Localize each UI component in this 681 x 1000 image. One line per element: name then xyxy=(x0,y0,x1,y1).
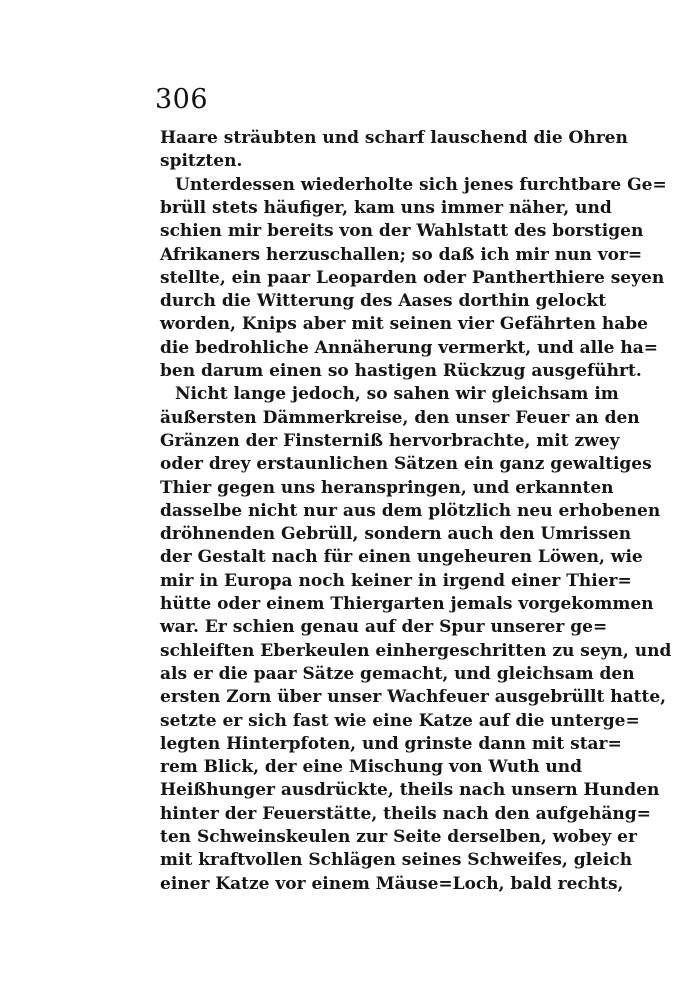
text-line: ersten Zorn über unser Wachfeuer ausgebrüllt hatte, xyxy=(160,687,667,708)
text-line: äußersten Dämmerkreise, den unser Feuer an den xyxy=(160,407,640,428)
text-line: rem Blick, der eine Mischung von Wuth und xyxy=(160,757,582,778)
text-line: oder drey erstaunlichen Sätzen ein ganz gewaltiges xyxy=(160,454,652,475)
text-line: Afrikaners herzuschallen; so daß ich mir nun vor= xyxy=(160,244,643,265)
text-line: Nicht lange jedoch, so sahen wir gleichsam im xyxy=(175,384,619,405)
text-line: Unterdessen wiederholte sich jenes furchtbare Ge= xyxy=(175,174,667,195)
text-line: schleiften Eberkeulen einhergeschritten zu seyn, und xyxy=(160,640,672,661)
text-line: war. Er schien genau auf der Spur unserer ge= xyxy=(160,617,608,638)
text-line: ten Schweinskeulen zur Seite derselben, wobey er xyxy=(160,827,637,847)
text-line: stellte, ein paar Leoparden oder Pantherthiere seyen xyxy=(160,267,665,288)
text-line: Thier gegen uns heranspringen, und erkannten xyxy=(160,477,614,498)
text-line: der Gestalt nach für einen ungeheuren Löwen, wie xyxy=(160,547,643,568)
text-line: worden, Knips aber mit seinen vier Gefährten habe xyxy=(160,314,648,335)
text-line: einer Katze vor einem Mäuse=Loch, bald rechts, xyxy=(160,873,624,894)
page-number: 306 xyxy=(155,84,209,115)
text-line: brüll stets häufiger, kam uns immer näher, und xyxy=(160,197,612,218)
text-line: legten Hinterpfoten, und grinste dann mit star= xyxy=(160,733,622,754)
text-line: spitzten. xyxy=(160,151,243,172)
text-line: als er die paar Sätze gemacht, und gleichsam den xyxy=(160,663,635,684)
text-line: ben darum einen so hastigen Rückzug ausgeführt. xyxy=(160,361,642,381)
text-line: die bedrohliche Annäherung vermerkt, und alle ha= xyxy=(160,337,658,358)
text-line: hinter der Feuerstätte, theils nach den aufgehäng= xyxy=(160,803,651,824)
text-line: Heißhunger ausdrückte, theils nach unsern Hunden xyxy=(160,780,660,801)
text-line: hütte oder einem Thiergarten jemals vorgekommen xyxy=(160,594,654,614)
text-line: setzte er sich fast wie eine Katze auf die unterge= xyxy=(160,710,640,731)
text-line: schien mir bereits von der Wahlstatt des borstigen xyxy=(160,221,644,242)
text-line: dröhnenden Gebrüll, sondern auch den Umrissen xyxy=(160,524,632,545)
text-line: mit kraftvollen Schlägen seines Schweifes, gleich xyxy=(160,850,633,871)
text-line: Haare sträubten und scharf lauschend die Ohren xyxy=(160,128,628,148)
text-line: durch die Witterung des Aases dorthin gelockt xyxy=(160,291,607,312)
text-line: mir in Europa noch keiner in irgend einer Thier= xyxy=(160,570,632,591)
text-line: dasselbe nicht nur aus dem plötzlich neu erhobenen xyxy=(160,500,661,521)
text-line: Gränzen der Finsterniß hervorbrachte, mit zwey xyxy=(160,430,620,451)
